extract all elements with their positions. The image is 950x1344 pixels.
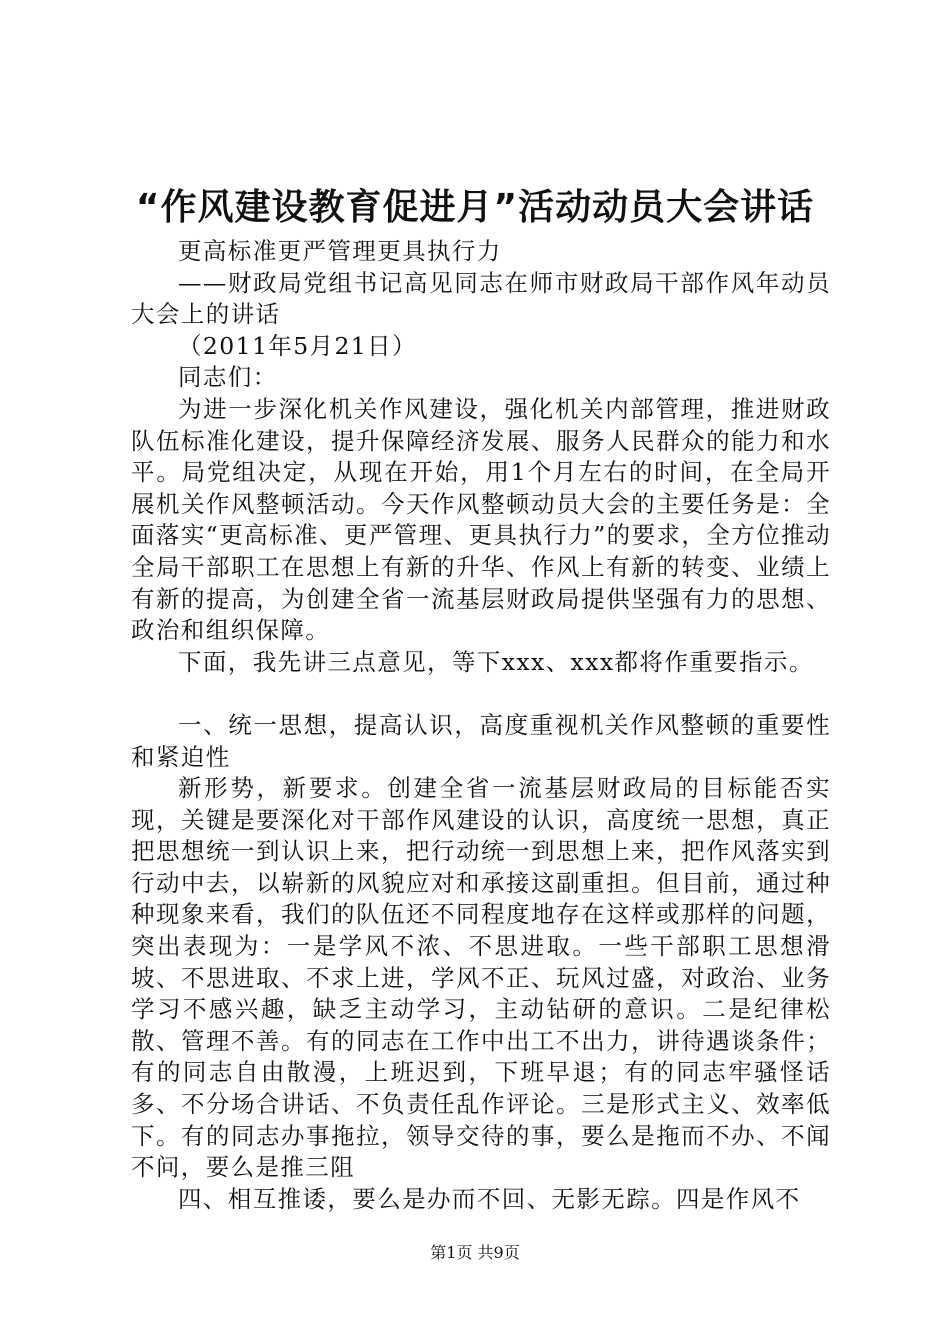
paragraph: 四、相互推诿，要么是办而不回、无影无踪。四是作风不 [178, 1184, 801, 1213]
subtitle: 更高标准更严管理更具执行力 [178, 237, 502, 265]
paragraph: 为进一步深化机关作风建设，强化机关内部管理，推进财政队伍标准化建设，提升保障经济发展、服务人民群众的能力和水平。局党组决定，从现在开始，用1个月左右的时间，在全局开展机关作风整顿活动。今天作风整顿动员大会的主要任务是：全面落实“更高标准、更严管理、更具执行力”的要求，全方位推动全局干部职工在思想上有新的升华、作风上有新的转变、业绩上有新的提高，为创建全省一流基层财政局提供坚强有力的思想、政治和组织保障。 [131, 394, 831, 645]
document-body [131, 236, 831, 1215]
paragraph: 下面，我先讲三点意见，等下xxx、xxx都将作重要指示。 [178, 647, 814, 676]
page-number: 第1页 共9页 [430, 1243, 520, 1262]
speaker-line: ——财政局党组书记高见同志在师市财政局干部作风年动员大会上的讲话 [131, 268, 831, 329]
paragraph: 新形势，新要求。创建全省一流基层财政局的目标能否实现，关键是要深化对干部作风建设的认识，高度统一思想，真正把思想统一到认识上来，把行动统一到思想上来，把作风落实到行动中去，以崭新的风貌应对和承接这副重担。但目前，通过种种现象来看，我们的队伍还不同程度地存在这样或那样的问题，突出表现为：一是学风不浓、不思进取。一些干部职工思想滑坡、不思进取、不求上进，学风不正、玩风过盛，对政治、业务学习不感兴趣，缺乏主动学习，主动钻研的意识。二是纪律松散、管理不善。有的同志在工作中出工不出力，讲待遇谈条件；有的同志自由散漫，上班迟到，下班早退；有的同志牢骚怪话多、不分场合讲话、不负责任乱作评论。三是形式主义、效率低下。有的同志办事拖拉，领导交待的事，要么是拖而不办、不闻不问，要么是推三阻 [131, 774, 831, 1182]
blank-line [131, 678, 831, 710]
salutation: 同志们： [178, 363, 278, 392]
date-line: （2011年5月21日） [178, 331, 417, 360]
document-title: “作风建设教育促进月”活动动员大会讲话 [135, 187, 815, 228]
section-heading: 一、统一思想，提高认识，高度重视机关作风整顿的重要性和紧迫性 [131, 710, 831, 771]
